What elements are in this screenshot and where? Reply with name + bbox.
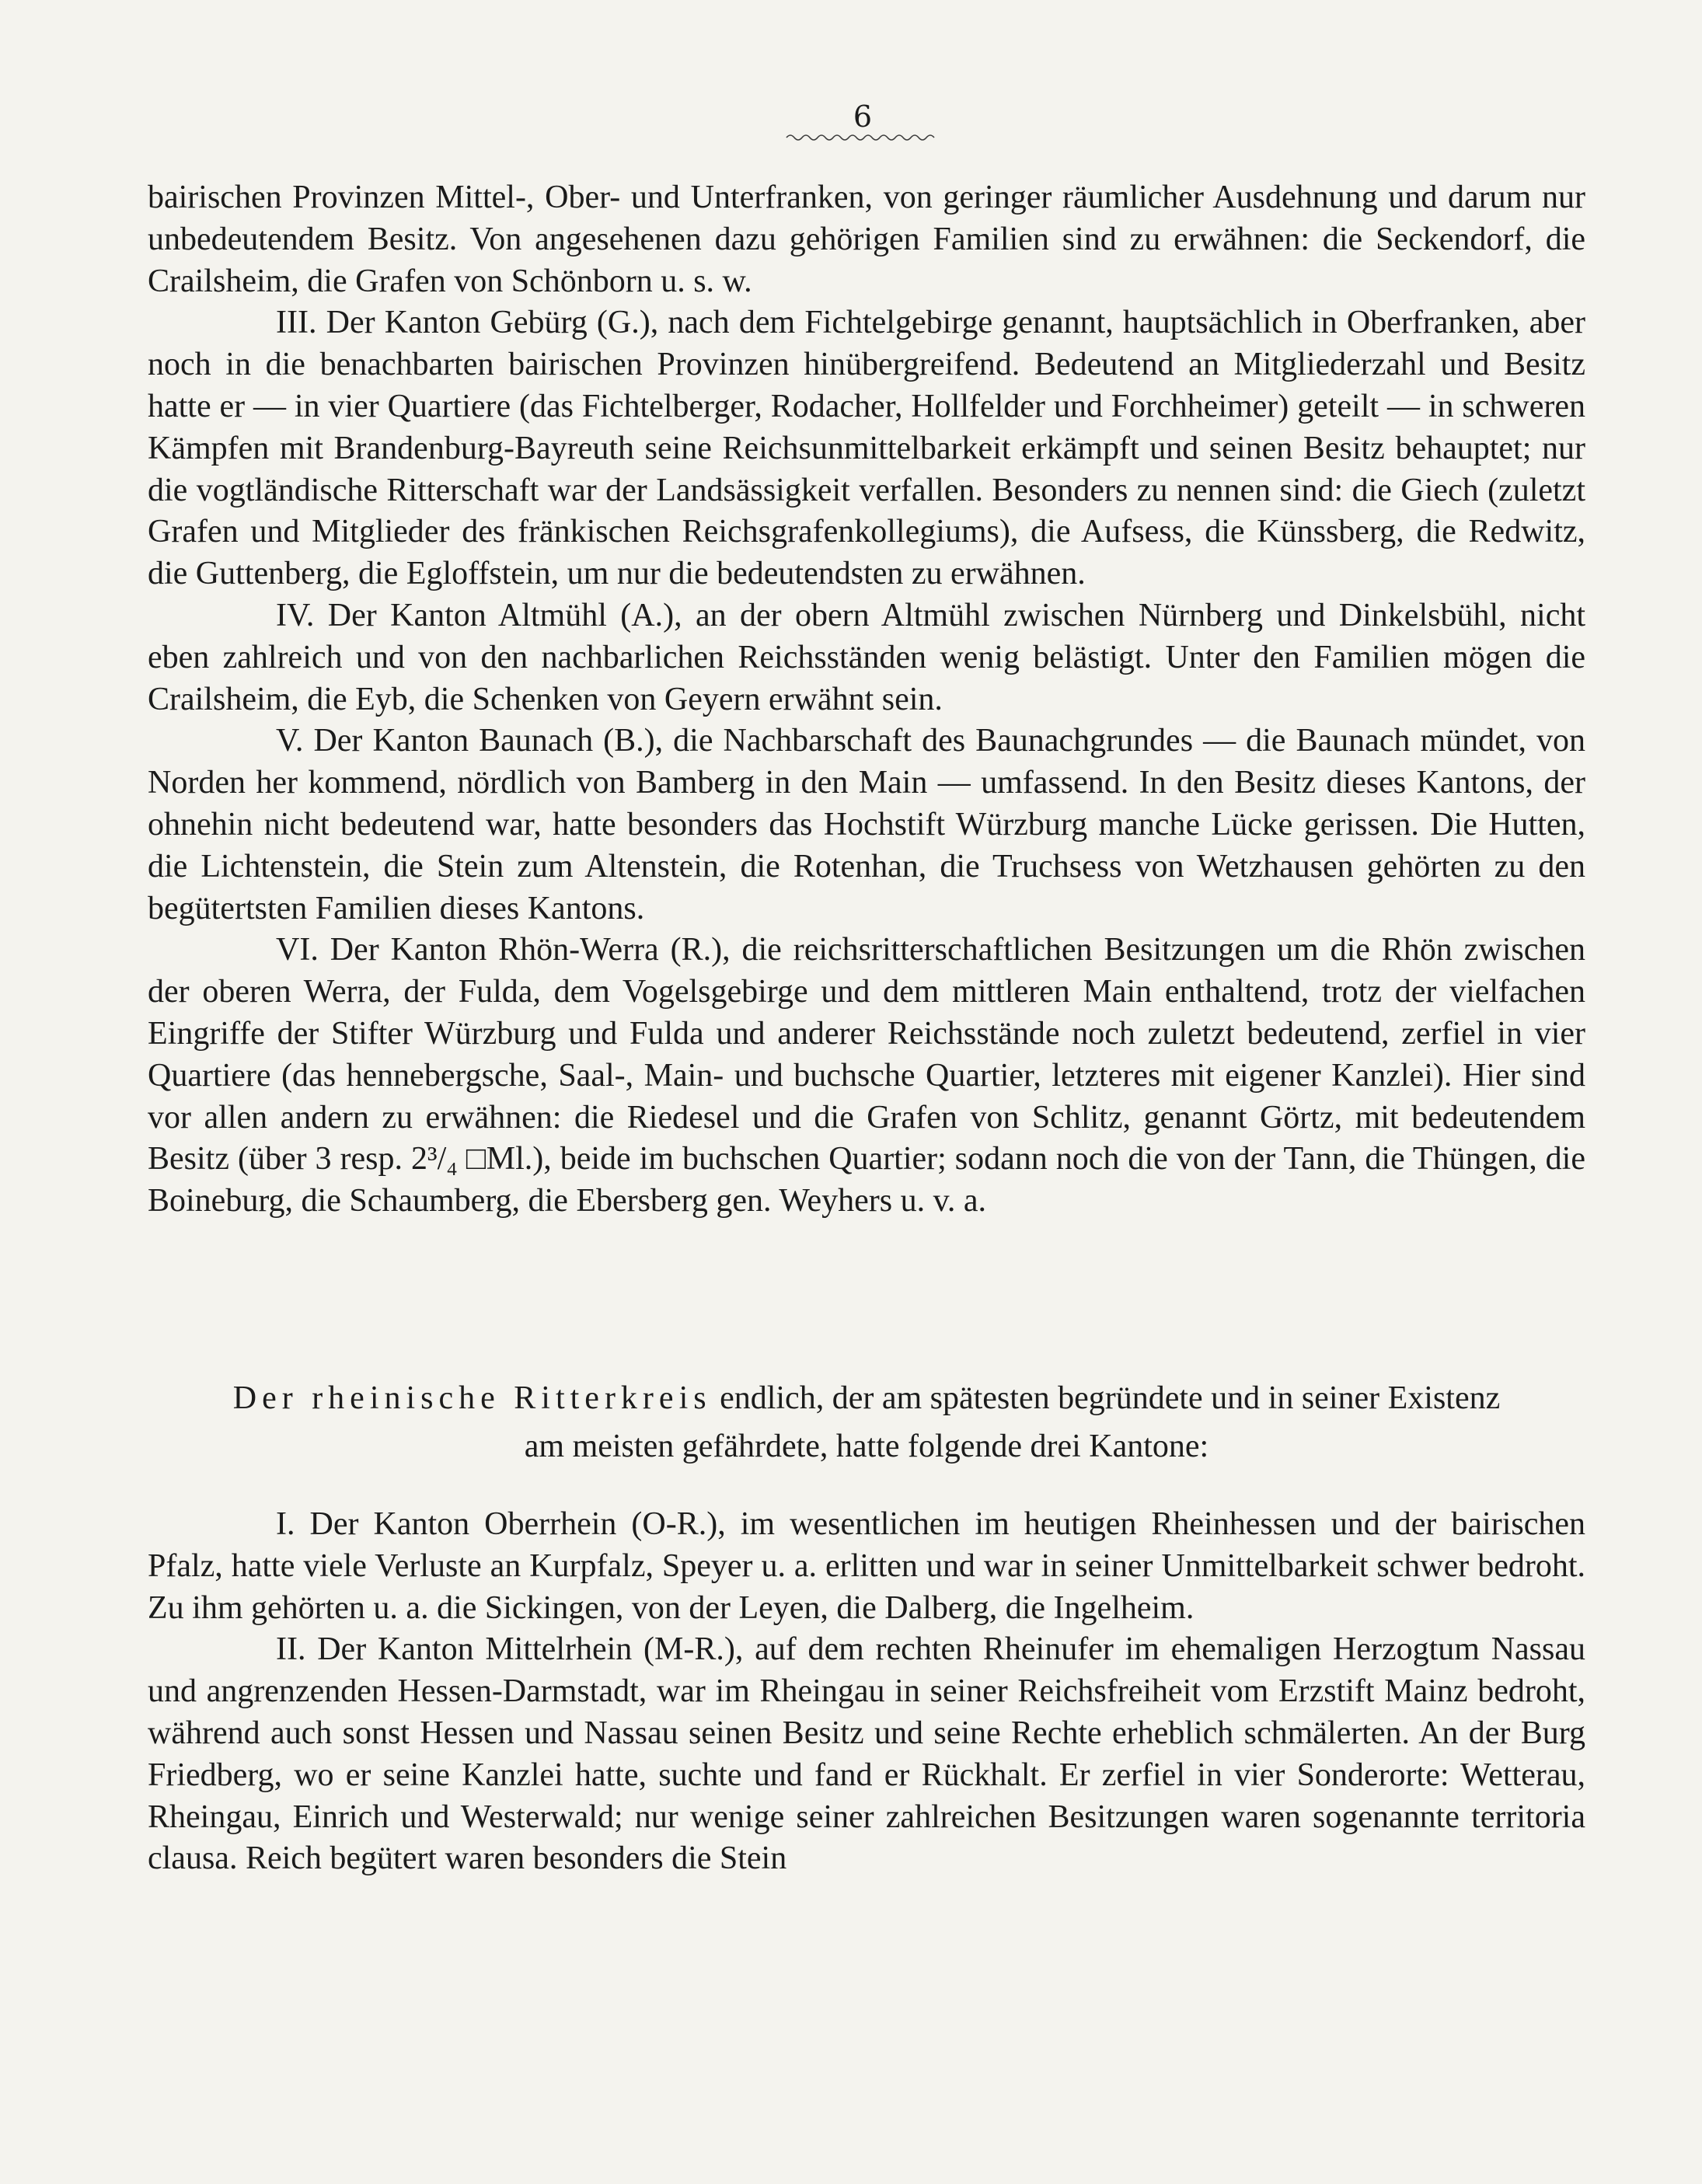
paragraph-continuation: bairischen Provinzen Mittel-, Ober- und Unterfranken, von geringer räumlicher Ausdehnung und darum nur unbedeutendem Besitz. Von angesehenen dazu gehörigen Familien sind zu erwähnen: die Seckendorf, die Crailsheim, die Grafen von Schönborn u. s. w. bbox=[148, 180, 1585, 299]
franconian-cantons-text bbox=[148, 177, 1585, 1223]
paragraph-kanton-rhoen-werra: VI. Der Kanton Rhön-Werra (R.), die reichsritterschaftlichen Besitzungen um die Rhön zwischen der oberen Werra, der Fulda, dem Vogelsgebirge und dem mittleren Main enthaltend, trotz der vielfachen Eingriffe der Stifter Würzburg und Fulda und anderer Reichsstände noch zuletzt bedeutend, zerfiel in vier Quartiere (das hennebergsche, Saal-, Main- und buchsche Quartier, letzteres mit eigener Kanzlei). Hier sind vor allen andern zu erwähnen: die Riedesel und die Grafen von Schlitz, genannt Görtz, mit bedeutendem Besitz (über 3 resp. 2³/₄ □Ml.), beide im buchschen Quartier; sodann noch die von der Tann, die Thüngen, die Boineburg, die Schaumberg, die Ebersberg gen. Weyhers u. v. a. bbox=[148, 932, 1585, 1219]
paragraph-kanton-oberrhein: I. Der Kanton Oberrhein (O-R.), im wesentlichen im heutigen Rheinhessen und der bairischen Pfalz, hatte viele Verluste an Kurpfalz, Speyer u. a. erlitten und war in seiner Unmittelbarkeit schwer bedroht. Zu ihm gehörten u. a. die Sickingen, von der Leyen, die Dalberg, die Ingelheim. bbox=[148, 1506, 1585, 1626]
paragraph-kanton-altmuehl: IV. Der Kanton Altmühl (A.), an der obern Altmühl zwischen Nürnberg und Dinkelsbühl, nicht eben zahlreich und von den nachbarlichen Reichsständen wenig belästigt. Unter den Familien mögen die Crailsheim, die Eyb, die Schenken von Geyern erwähnt sein. bbox=[148, 597, 1585, 717]
paragraph-kanton-gebuerg: III. Der Kanton Gebürg (G.), nach dem Fichtelgebirge genannt, hauptsächlich in Oberfranken, aber noch in die benachbarten bairischen Provinzen hinübergreifend. Bedeutend an Mitgliederzahl und Besitz hatte er — in vier Quartiere (das Fichtelberger, Rodacher, Hollfelder und Forchheimer) geteilt — in schweren Kämpfen mit Brandenburg-Bayreuth seine Reichsunmittelbarkeit erkämpft und seinen Besitz behauptet; nur die vogtländische Ritterschaft war der Landsässigkeit verfallen. Besonders zu nennen sind: die Giech (zuletzt Grafen und Mitglieder des fränkischen Reichsgrafenkollegiums), die Aufsess, die Künssberg, die Redwitz, die Guttenberg, die Egloffstein, um nur die bedeutendsten zu erwähnen. bbox=[148, 305, 1585, 592]
wavy-rule-ornament bbox=[785, 132, 940, 143]
rhenish-circle-heading: Der rheinische Ritterkreis bbox=[232, 1380, 712, 1416]
page-number: 6 bbox=[853, 99, 873, 134]
rhenish-circle-intro bbox=[148, 1374, 1585, 1471]
rhenish-cantons-text bbox=[148, 1504, 1585, 1880]
intro-line-1-rest: endlich, der am spätesten begründete und in seiner Existenz bbox=[711, 1380, 1501, 1416]
paragraph-kanton-mittelrhein: II. Der Kanton Mittelrhein (M-R.), auf dem rechten Rheinufer im ehemaligen Herzogtum Nassau und angrenzenden Hessen-Darmstadt, war im Rheingau in seiner Reichsfreiheit vom Erzstift Mainz bedroht, während auch sonst Hessen und Nassau seinen Besitz und seine Rechte erheblich schmälerten. An der Burg Friedberg, wo er seine Kanzlei hatte, suchte und fand er Rückhalt. Er zerfiel in vier Sonderorte: Wetterau, Rheingau, Einrich und Westerwald; nur wenige seiner zahlreichen Besitzungen waren sogenannte territoria clausa. Reich begütert waren besonders die Stein bbox=[148, 1631, 1585, 1877]
intro-line-2: am meisten gefährdete, hatte folgende drei Kantone: bbox=[524, 1429, 1209, 1464]
intro-line-1 bbox=[148, 1374, 1585, 1422]
paragraph-kanton-baunach: V. Der Kanton Baunach (B.), die Nachbarschaft des Baunachgrundes — die Baunach mündet, von Norden her kommend, nördlich von Bamberg in den Main — umfassend. In den Besitz dieses Kantons, der ohnehin nicht bedeutend war, hatte besonders das Hochstift Würzburg manche Lücke gerissen. Die Hutten, die Lichtenstein, die Stein zum Altenstein, die Rotenhan, die Truchsess von Wetzhausen gehörten zu den begütertsten Familien dieses Kantons. bbox=[148, 723, 1585, 926]
